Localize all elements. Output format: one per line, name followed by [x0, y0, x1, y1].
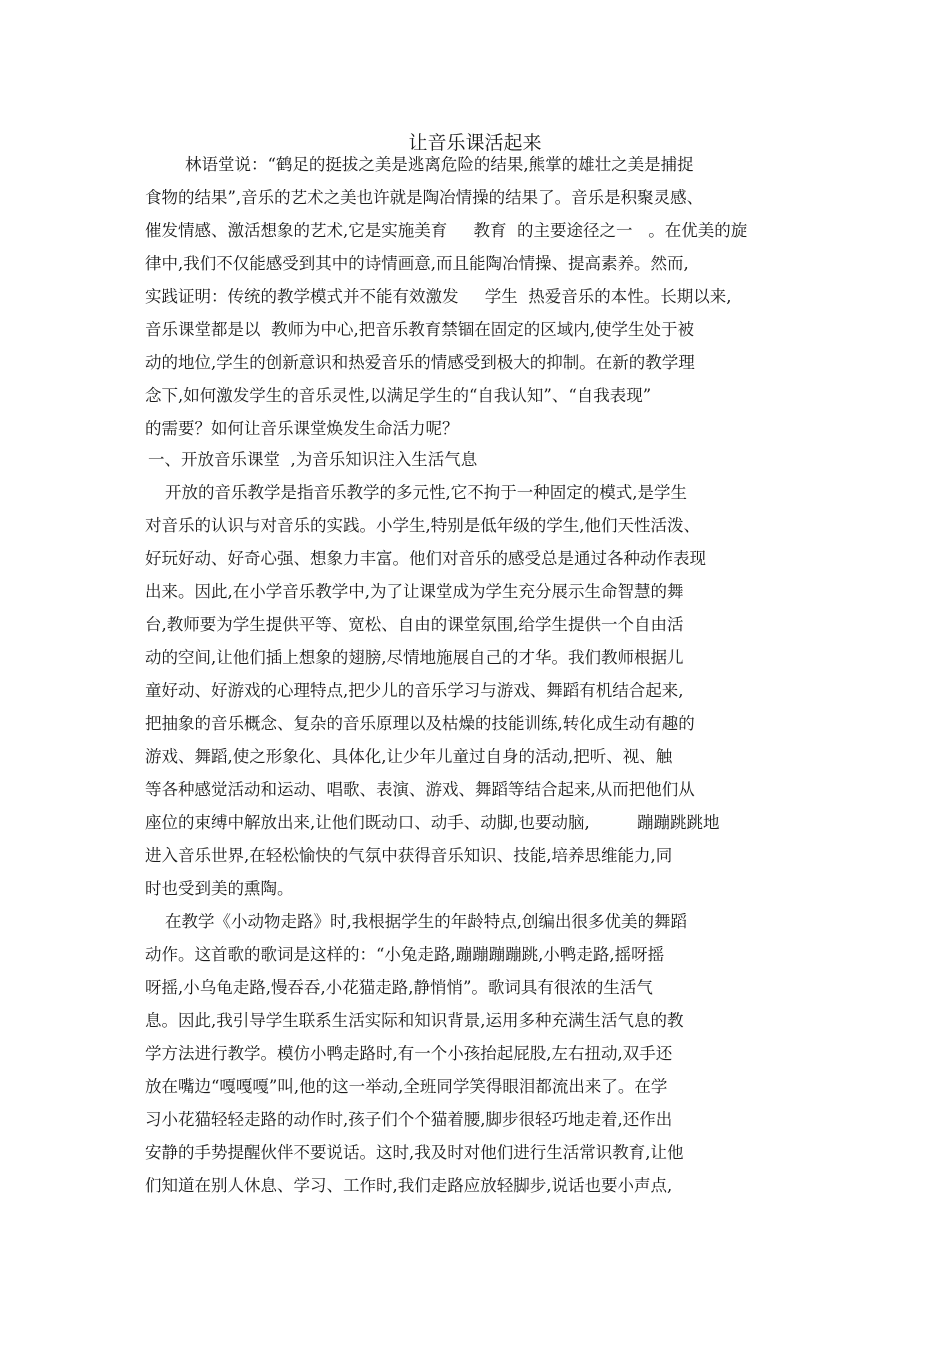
text-line: 安静的手势提醒伙伴不要说话。这时,我及时对他们进行生活常识教育,让他: [145, 1143, 684, 1162]
text-line: 座位的束缚中解放出来,让他们既动口、动手、动脚,也要动脑, 蹦蹦跳跳地: [145, 813, 720, 832]
text-line: 开放的音乐教学是指音乐教学的多元性,它不拘于一种固定的模式,是学生: [165, 483, 687, 502]
text-line: 一、开放音乐课堂 ,为音乐知识注入生活气息: [148, 450, 478, 469]
text-line: 们知道在别人休息、学习、工作时,我们走路应放轻脚步,说话也要小声点,: [145, 1176, 673, 1195]
document-title: 让音乐课活起来: [408, 132, 542, 154]
text-line: 对音乐的认识与对音乐的实践。小学生,特别是低年级的学生,他们天性活泼、: [145, 516, 700, 535]
text-line: 律中,我们不仅能感受到其中的诗情画意,而且能陶冶情操、提高素养。然而,: [145, 254, 689, 273]
text-line: 童好动、好游戏的心理特点,把少儿的音乐学习与游戏、舞蹈有机结合起来,: [145, 681, 684, 700]
text-line: 台,教师要为学生提供平等、宽松、自由的课堂氛围,给学生提供一个自由活: [145, 615, 684, 634]
text-line: 念下,如何激发学生的音乐灵性,以满足学生的“自我认知”、“自我表现”: [145, 386, 652, 405]
text-line: 动的地位,学生的创新意识和热爱音乐的情感受到极大的抑制。在新的教学理: [145, 353, 695, 372]
text-line: 音乐课堂都是以 教师为中心,把音乐教育禁锢在固定的区域内,使学生处于被: [145, 320, 694, 339]
text-line: 等各种感觉活动和运动、唱歌、表演、游戏、舞蹈等结合起来,从而把他们从: [145, 780, 695, 799]
text-line: 的需要？如何让音乐课堂焕发生命活力呢？: [145, 419, 459, 438]
text-line: 游戏、舞蹈,使之形象化、具体化,让少年儿童过自身的活动,把听、视、触: [145, 747, 673, 766]
text-line: 习小花猫轻轻走路的动作时,孩子们个个猫着腰,脚步很轻巧地走着,还作出: [145, 1110, 673, 1129]
text-line: 呀摇,小乌龟走路,慢吞吞,小花猫走路,静悄悄”。歌词具有很浓的生活气: [145, 978, 653, 997]
text-line: 出来。因此,在小学音乐教学中,为了让课堂成为学生充分展示生命智慧的舞: [145, 582, 684, 601]
text-line: 催发情感、激活想象的艺术,它是实施美育 教育 的主要途径之一 。在优美的旋: [145, 221, 748, 240]
text-line: 息。因此,我引导学生联系生活实际和知识背景,运用多种充满生活气息的教: [145, 1011, 684, 1030]
text-line: 实践证明：传统的教学模式并不能有效激发 学生 热爱音乐的本性。长期以来,: [145, 287, 732, 306]
text-line: 林语堂说：“鹤足的挺拔之美是逃离危险的结果,熊掌的雄壮之美是捕捉: [185, 155, 694, 174]
text-line: 食物的结果”,音乐的艺术之美也许就是陶冶情操的结果了。音乐是积聚灵感、: [145, 188, 704, 207]
text-line: 进入音乐世界,在轻松愉快的气氛中获得音乐知识、技能,培养思维能力,同: [145, 846, 673, 865]
text-line: 在教学《小动物走路》时,我根据学生的年龄特点,创编出很多优美的舞蹈: [165, 912, 687, 931]
text-line: 放在嘴边“嘎嘎嘎”叫,他的这一举动,全班同学笑得眼泪都流出来了。在学: [145, 1077, 668, 1096]
text-line: 把抽象的音乐概念、复杂的音乐原理以及枯燥的技能训练,转化成生动有趣的: [145, 714, 695, 733]
text-line: 好玩好动、好奇心强、想象力丰富。他们对音乐的感受总是通过各种动作表现: [145, 549, 706, 568]
text-line: 动作。这首歌的歌词是这样的：“小兔走路,蹦蹦蹦蹦跳,小鸭走路,摇呀摇: [145, 945, 665, 964]
text-line: 时也受到美的熏陶。: [145, 879, 294, 898]
text-line: 动的空间,让他们插上想象的翅膀,尽情地施展自己的才华。我们教师根据儿: [145, 648, 684, 667]
text-line: 学方法进行教学。模仿小鸭走路时,有一个小孩抬起屁股,左右扭动,双手还: [145, 1044, 673, 1063]
